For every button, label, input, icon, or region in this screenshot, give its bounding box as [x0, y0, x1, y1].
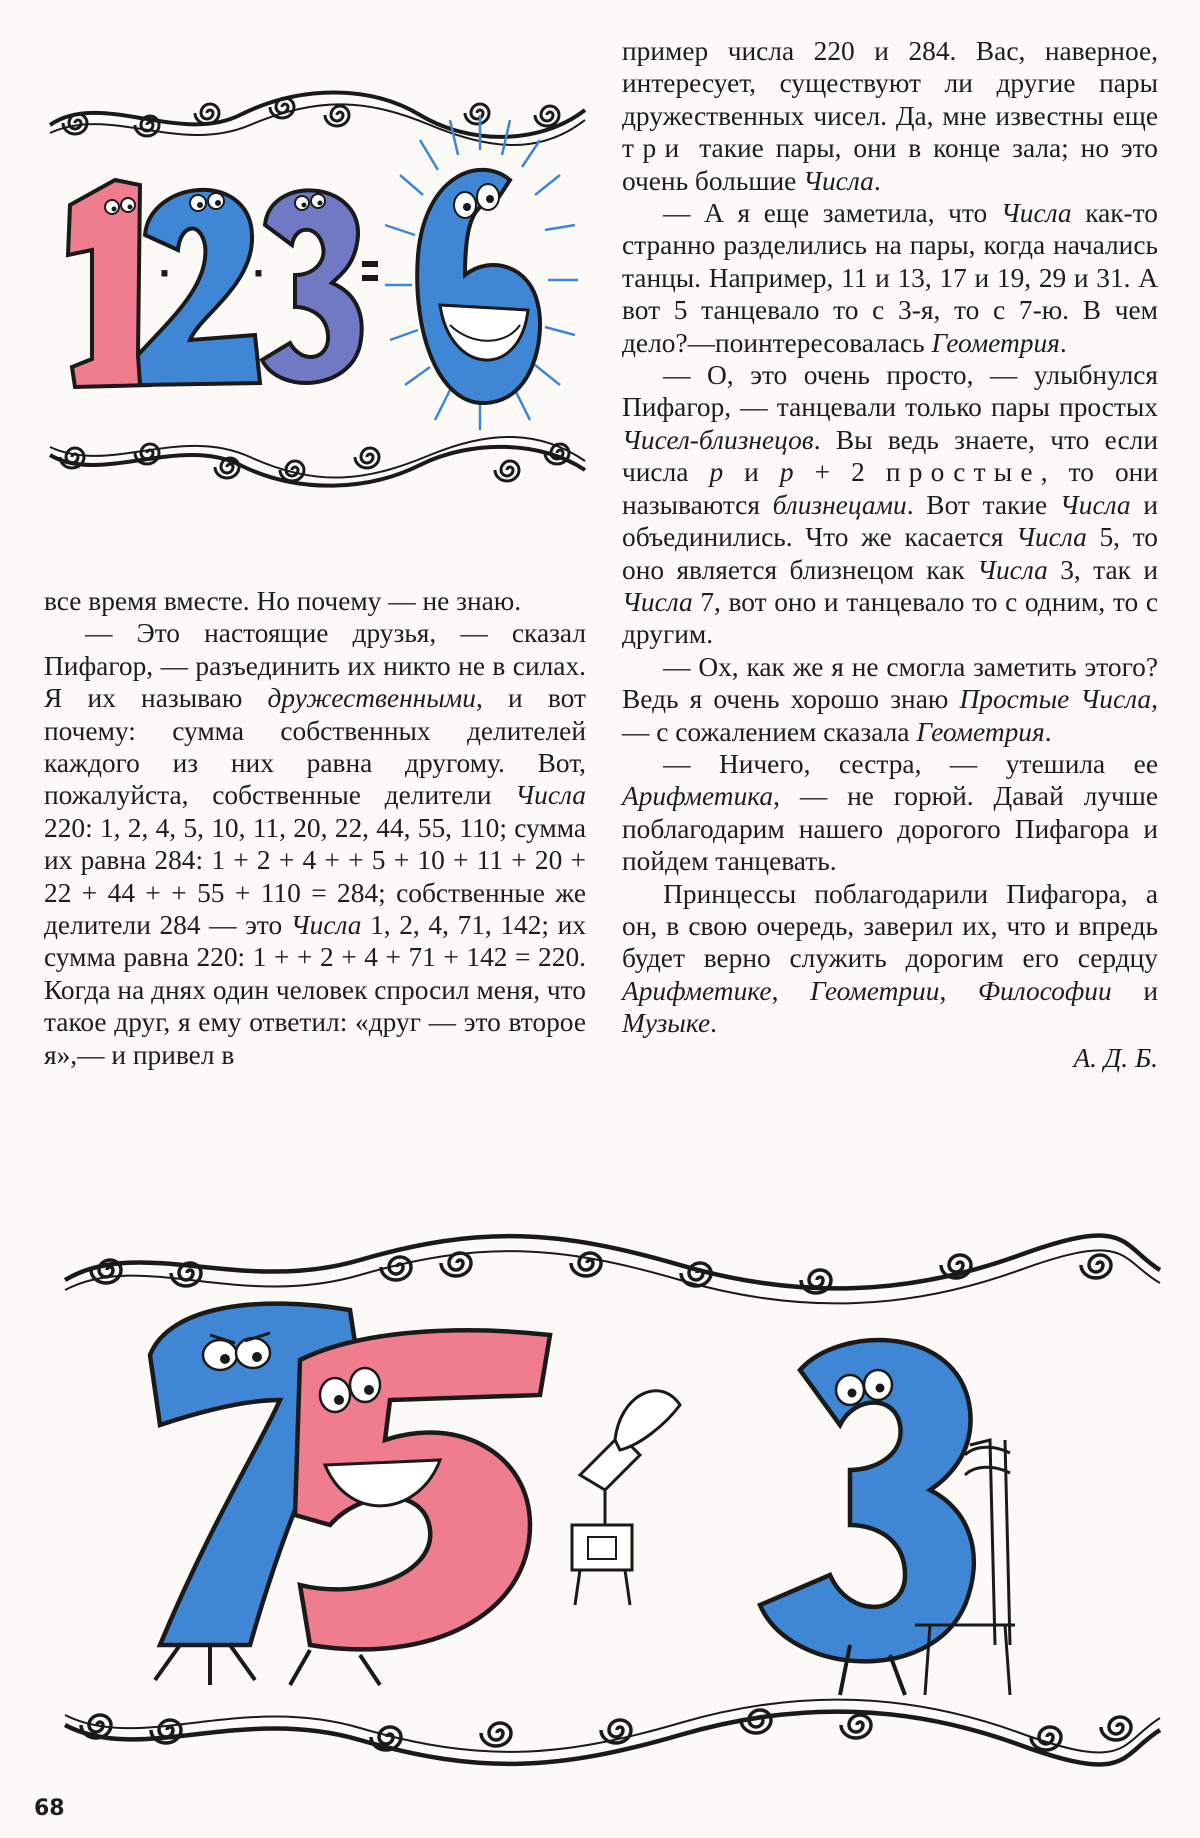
numeral-five-character — [290, 1330, 550, 1685]
text-run: , и вот почему: сумма собственных делителей каждого из них равна другому. Вот, пожалуйста, собственные делители — [44, 683, 586, 811]
emphasis-term: Геометрия — [931, 327, 1060, 358]
text-run: + 2 — [793, 457, 886, 488]
spaced-word: три — [622, 133, 688, 164]
top-illustration — [40, 85, 600, 500]
emphasis-term: Музыке — [622, 1008, 711, 1039]
numeral-two-character — [138, 190, 260, 385]
emphasis-term: Простые Числа — [959, 684, 1152, 715]
text-run: , — [771, 975, 811, 1006]
variable-p: р — [709, 457, 724, 488]
variable-p: р — [779, 457, 794, 488]
text-run: — Это настоящие друзья, — сказал Пифагор, — разъединить их никто не в силах. Я их называю — [44, 618, 586, 714]
emphasis-term: Геометрия — [916, 716, 1045, 747]
text-run: . — [1044, 716, 1052, 747]
text-run: пример числа 220 и 284. Вас, наверное, интересует, существуют ли другие пары дружественных чисел. Да, мне известны еще — [622, 36, 1158, 131]
text-run: и объединились. Что же касается — [622, 489, 1158, 553]
gramophone-icon — [572, 1391, 680, 1605]
text-run: . — [1059, 327, 1067, 358]
emphasis-term: дружественными — [267, 683, 476, 714]
numeral-three-character — [262, 190, 362, 383]
emphasis-term: Геометрии — [810, 975, 940, 1006]
emphasis-term: Числа — [1059, 489, 1131, 520]
text-run: — О, это очень просто, — улыбнулся Пифагор, — танцевали только пары простых — [622, 360, 1158, 423]
text-run: и — [1111, 975, 1158, 1006]
emphasis-term: Чисел-близнецов — [622, 424, 814, 455]
paragraph — [622, 651, 1158, 748]
multiply-sign: · — [252, 254, 265, 294]
bottom-illustration — [60, 1225, 1170, 1780]
emphasis-term: Арифметика — [622, 781, 774, 812]
emphasis-term: Философии — [977, 975, 1112, 1006]
paragraph — [622, 197, 1158, 359]
left-text-column — [44, 585, 586, 1071]
text-run: — Ох, как же я не смогла заметить этого? Ведь я очень хорошо знаю — [622, 651, 1158, 715]
text-run: , — с сожалением сказала — [622, 684, 1158, 747]
emphasis-term: Числа — [803, 165, 874, 196]
emphasis-term: Числа — [1000, 198, 1072, 229]
text-run: , — [939, 975, 978, 1006]
text-run: 1, 2, 4, 71, 142; их сумма равна 220: 1 + + 2 + 4 + 71 + 142 = 220. Когда на днях один человек спросил меня, что такое друг, я ему ответил: «друг — это второе я»,— и привел в — [44, 910, 586, 1070]
bottom-scroll-ornament — [65, 1700, 1160, 1765]
text-run: . — [710, 1008, 717, 1039]
emphasis-term: Числа — [622, 586, 693, 617]
emphasis-term: Числа — [1016, 522, 1087, 553]
text-run: Принцессы поблагодарили Пифагора, а он, в свою очередь, заверил их, что и впредь будет верно служить дорогим его сердцу — [622, 878, 1158, 974]
text-run: — Ничего, сестра, — утешила ее — [663, 748, 1158, 779]
emphasis-term: Числа — [977, 554, 1048, 585]
text-run: 3, так и — [1047, 554, 1158, 585]
emphasis-term: близнецами — [772, 489, 907, 520]
paragraph — [622, 35, 1158, 197]
page-number: 68 — [34, 1796, 65, 1821]
top-scroll-ornament — [65, 1236, 1160, 1304]
text-run: 5, то оно является близнецом как — [622, 522, 1158, 585]
paragraph — [622, 878, 1158, 1040]
text-run: . Вы ведь знаете, что если числа — [622, 424, 1158, 488]
text-run: и — [723, 457, 780, 488]
paragraph — [622, 748, 1158, 878]
bottom-scroll-ornament — [50, 437, 585, 486]
emphasis-term: Числа — [290, 910, 362, 941]
numeral-three-character — [760, 1340, 974, 1695]
paragraph — [622, 359, 1158, 651]
text-run: 220: 1, 2, 4, 5, 10, 11, 20, 22, 44, 55, 110; сумма их равна 284: 1 + 2 + 4 + + 5 + 10 + 11 + 20 + 22 + 44 + + 55 + 110 = 284; собственные же делители 284 — это — [44, 812, 586, 941]
text-run: 7, вот оно и танцевало то с одним, то с другим. — [622, 586, 1158, 650]
text-run: . — [873, 165, 881, 196]
text-run: — А я еще заметила, что — [663, 198, 1001, 229]
emphasis-term: Числа — [515, 780, 586, 811]
text-run: , то они называются — [622, 457, 1159, 520]
author-signature: А. Д. Б. — [1073, 1042, 1158, 1073]
top-scroll-ornament — [50, 93, 585, 146]
equals-sign — [362, 261, 378, 281]
text-run: такие пары, они в конце зала; но это очень большие — [622, 133, 1158, 196]
text-run: , — не горюй. Давай лучше поблагодарим нашего дорогого Пифагора и пойдем танцевать. — [622, 781, 1158, 877]
text-run: . Вот такие — [906, 489, 1060, 520]
paragraph: все время вместе. Но почему — не знаю. — [44, 586, 522, 616]
paragraph — [44, 617, 586, 1071]
numeral-six-character — [385, 115, 578, 430]
multiply-sign: · — [158, 254, 171, 294]
text-run: как-то странно разделились на пары, когда начались танцы. Например, 11 и 13, 17 и 19, 29 и 31. А вот 5 танцевало то с 3-я, то с 7-ю. В чем дело?—поинтересовалась — [622, 198, 1158, 358]
emphasis-term: Арифметике — [622, 975, 772, 1006]
spaced-word: простые — [885, 457, 1041, 488]
right-text-column — [622, 35, 1158, 1074]
